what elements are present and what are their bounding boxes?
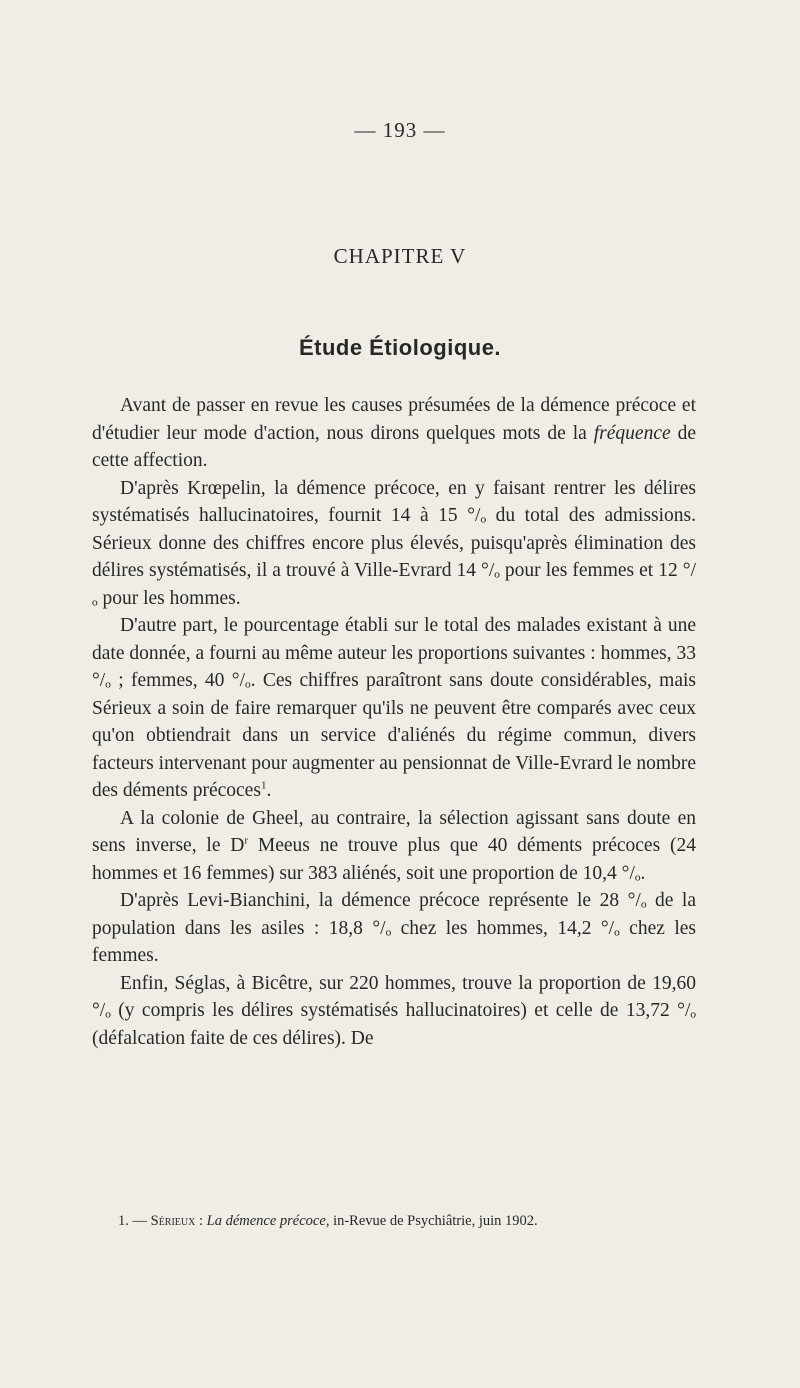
chapter-heading: CHAPITRE V (333, 244, 467, 268)
paragraph: Enfin, Séglas, à Bicêtre, sur 220 hommes, trouve la proportion de 19,60 °/ₒ (y compris les délires systématisés hallucinatoires) et celle de 13,72 °/ₒ (défalcation faite de ces délires). De (92, 972, 696, 1049)
superscript: r (244, 834, 249, 847)
page-number: — 193 — (354, 118, 446, 142)
footnote-title: La démence précoce (206, 1213, 326, 1229)
italic-term: fréquence (593, 422, 671, 444)
text-run: Avant de passer en revue les causes présumées de la démence précoce et d'étudier leur mode d'action, nous dirons quelques mots de la (92, 395, 696, 444)
footnote-author: Sérieux (150, 1213, 196, 1229)
footnote-number: 1. — (118, 1213, 151, 1229)
text-run: A la colonie de Gheel, au contraire, la sélection agissant sans doute en sens inverse, le D (92, 807, 696, 856)
body-text (92, 392, 696, 1052)
section-title: Étude Étiologique. (298, 335, 502, 360)
paragraph: D'après Levi-Bianchini, la démence précoce représente le 28 °/ₒ de la population dans les asiles : 18,8 °/ₒ chez les hommes, 14,2 °/ₒ chez les femmes. (92, 890, 696, 966)
text-run: . (266, 780, 272, 801)
footnote-ref[interactable]: 1 (260, 779, 267, 792)
paragraph (92, 805, 696, 888)
text-run: Meeus ne trouve plus que 40 déments précoces (24 hommes et 16 femmes) sur 383 aliénés, soit une proportion de 10,4 °/ₒ. (92, 835, 696, 884)
footnote (118, 1212, 738, 1230)
paragraph (92, 392, 696, 475)
footnote-rest: , in-Revue de Psychiâtrie, juin 1902. (325, 1213, 538, 1229)
paragraph: D'après Krœpelin, la démence précoce, en y faisant rentrer les délires systématisés hallucinatoires, fournit 14 à 15 °/ₒ du total des admissions. Sérieux donne des chiffres encore plus élevés, puisqu'après élimination des délires systématisés, il a trouvé à Ville-Evrard 14 °/ₒ pour les femmes et 12 °/ₒ pour les hommes. (92, 477, 696, 609)
text-run: D'autre part, le pourcentage établi sur le total des malades existant à une date donnée, a fourni au même auteur les proportions suivantes : hommes, 33 °/ₒ ; femmes, 40 °/ₒ. Ces chiffres paraîtront sans doute considérables, mais Sérieux a soin de faire remarquer qu'ils ne peuvent être comparés avec ceux qu'on obtiendrait dans un service d'aliénés du régime commun, divers facteurs intervenant pour augmenter au pensionnat de Ville-Evrard le nombre des déments précoces (92, 615, 696, 801)
text-run: de cette affection. (92, 422, 697, 471)
paragraph (92, 612, 696, 805)
footnote-separator: : (195, 1213, 207, 1229)
